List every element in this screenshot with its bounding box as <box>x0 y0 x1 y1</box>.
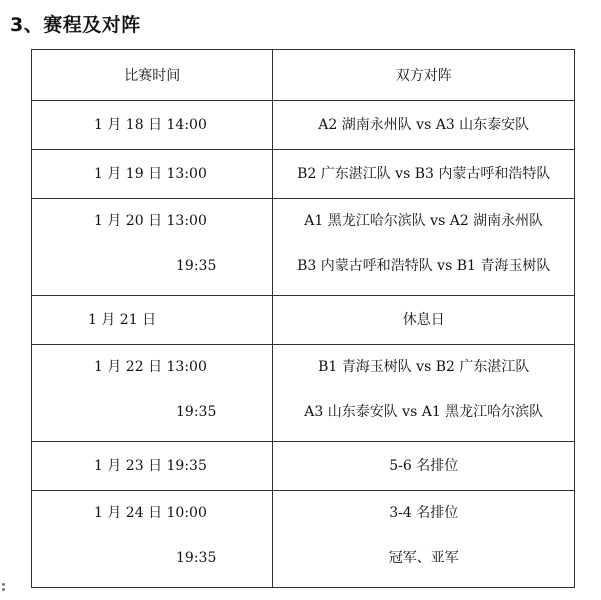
table-row <box>32 296 575 345</box>
matchup-cell <box>273 296 575 345</box>
matchup: B1 青海玉树队 vs B2 广东湛江队 <box>318 359 530 375</box>
table-row <box>32 101 575 150</box>
match-time: 19:35 <box>176 258 217 274</box>
table-row <box>32 345 575 442</box>
placement-match: 3-4 名排位 <box>389 505 459 521</box>
rest-day-label: 休息日 <box>402 312 445 328</box>
header-match-time: 比赛时间 <box>32 50 273 101</box>
matchup: A1 黑龙江哈尔滨队 vs A2 湖南永州队 <box>304 213 544 229</box>
table-header-row <box>32 50 575 101</box>
time-cell <box>32 199 273 296</box>
matchup-cell <box>273 199 575 296</box>
time-cell <box>32 491 273 588</box>
matchup-cell <box>273 491 575 588</box>
table-row <box>32 491 575 588</box>
header-matchup: 双方对阵 <box>273 50 575 101</box>
match-time: 1 月 18 日 14:00 <box>94 117 207 133</box>
table-row <box>32 442 575 491</box>
matchup-cell <box>273 442 575 491</box>
match-time: 19:35 <box>176 404 217 420</box>
placement-match: 5-6 名排位 <box>389 458 459 474</box>
section-title: 3、赛程及对阵 <box>10 14 141 36</box>
matchup: B3 内蒙古呼和浩特队 vs B1 青海玉树队 <box>297 258 551 274</box>
matchup-cell <box>273 150 575 199</box>
match-time: 1 月 22 日 13:00 <box>94 359 207 375</box>
matchup-cell <box>273 101 575 150</box>
matchup-cell <box>273 345 575 442</box>
page-edge-dots <box>2 583 6 597</box>
time-cell <box>32 101 273 150</box>
table-row <box>32 150 575 199</box>
matchup: A2 湖南永州队 vs A3 山东泰安队 <box>318 117 530 133</box>
match-time: 1 月 19 日 13:00 <box>94 166 207 182</box>
time-cell <box>32 442 273 491</box>
matchup: A3 山东泰安队 vs A1 黑龙江哈尔滨队 <box>304 404 544 420</box>
match-time: 1 月 20 日 13:00 <box>94 213 207 229</box>
table-row <box>32 199 575 296</box>
time-cell <box>32 345 273 442</box>
final-match: 冠军、亚军 <box>388 550 459 566</box>
match-time: 19:35 <box>176 550 217 566</box>
time-cell <box>32 296 273 345</box>
time-cell <box>32 150 273 199</box>
match-time: 1 月 23 日 19:35 <box>94 458 207 474</box>
match-time: 1 月 24 日 10:00 <box>94 505 207 521</box>
match-time: 1 月 21 日 <box>88 312 157 328</box>
matchup: B2 广东湛江队 vs B3 内蒙古呼和浩特队 <box>297 166 551 182</box>
schedule-table <box>31 49 575 588</box>
